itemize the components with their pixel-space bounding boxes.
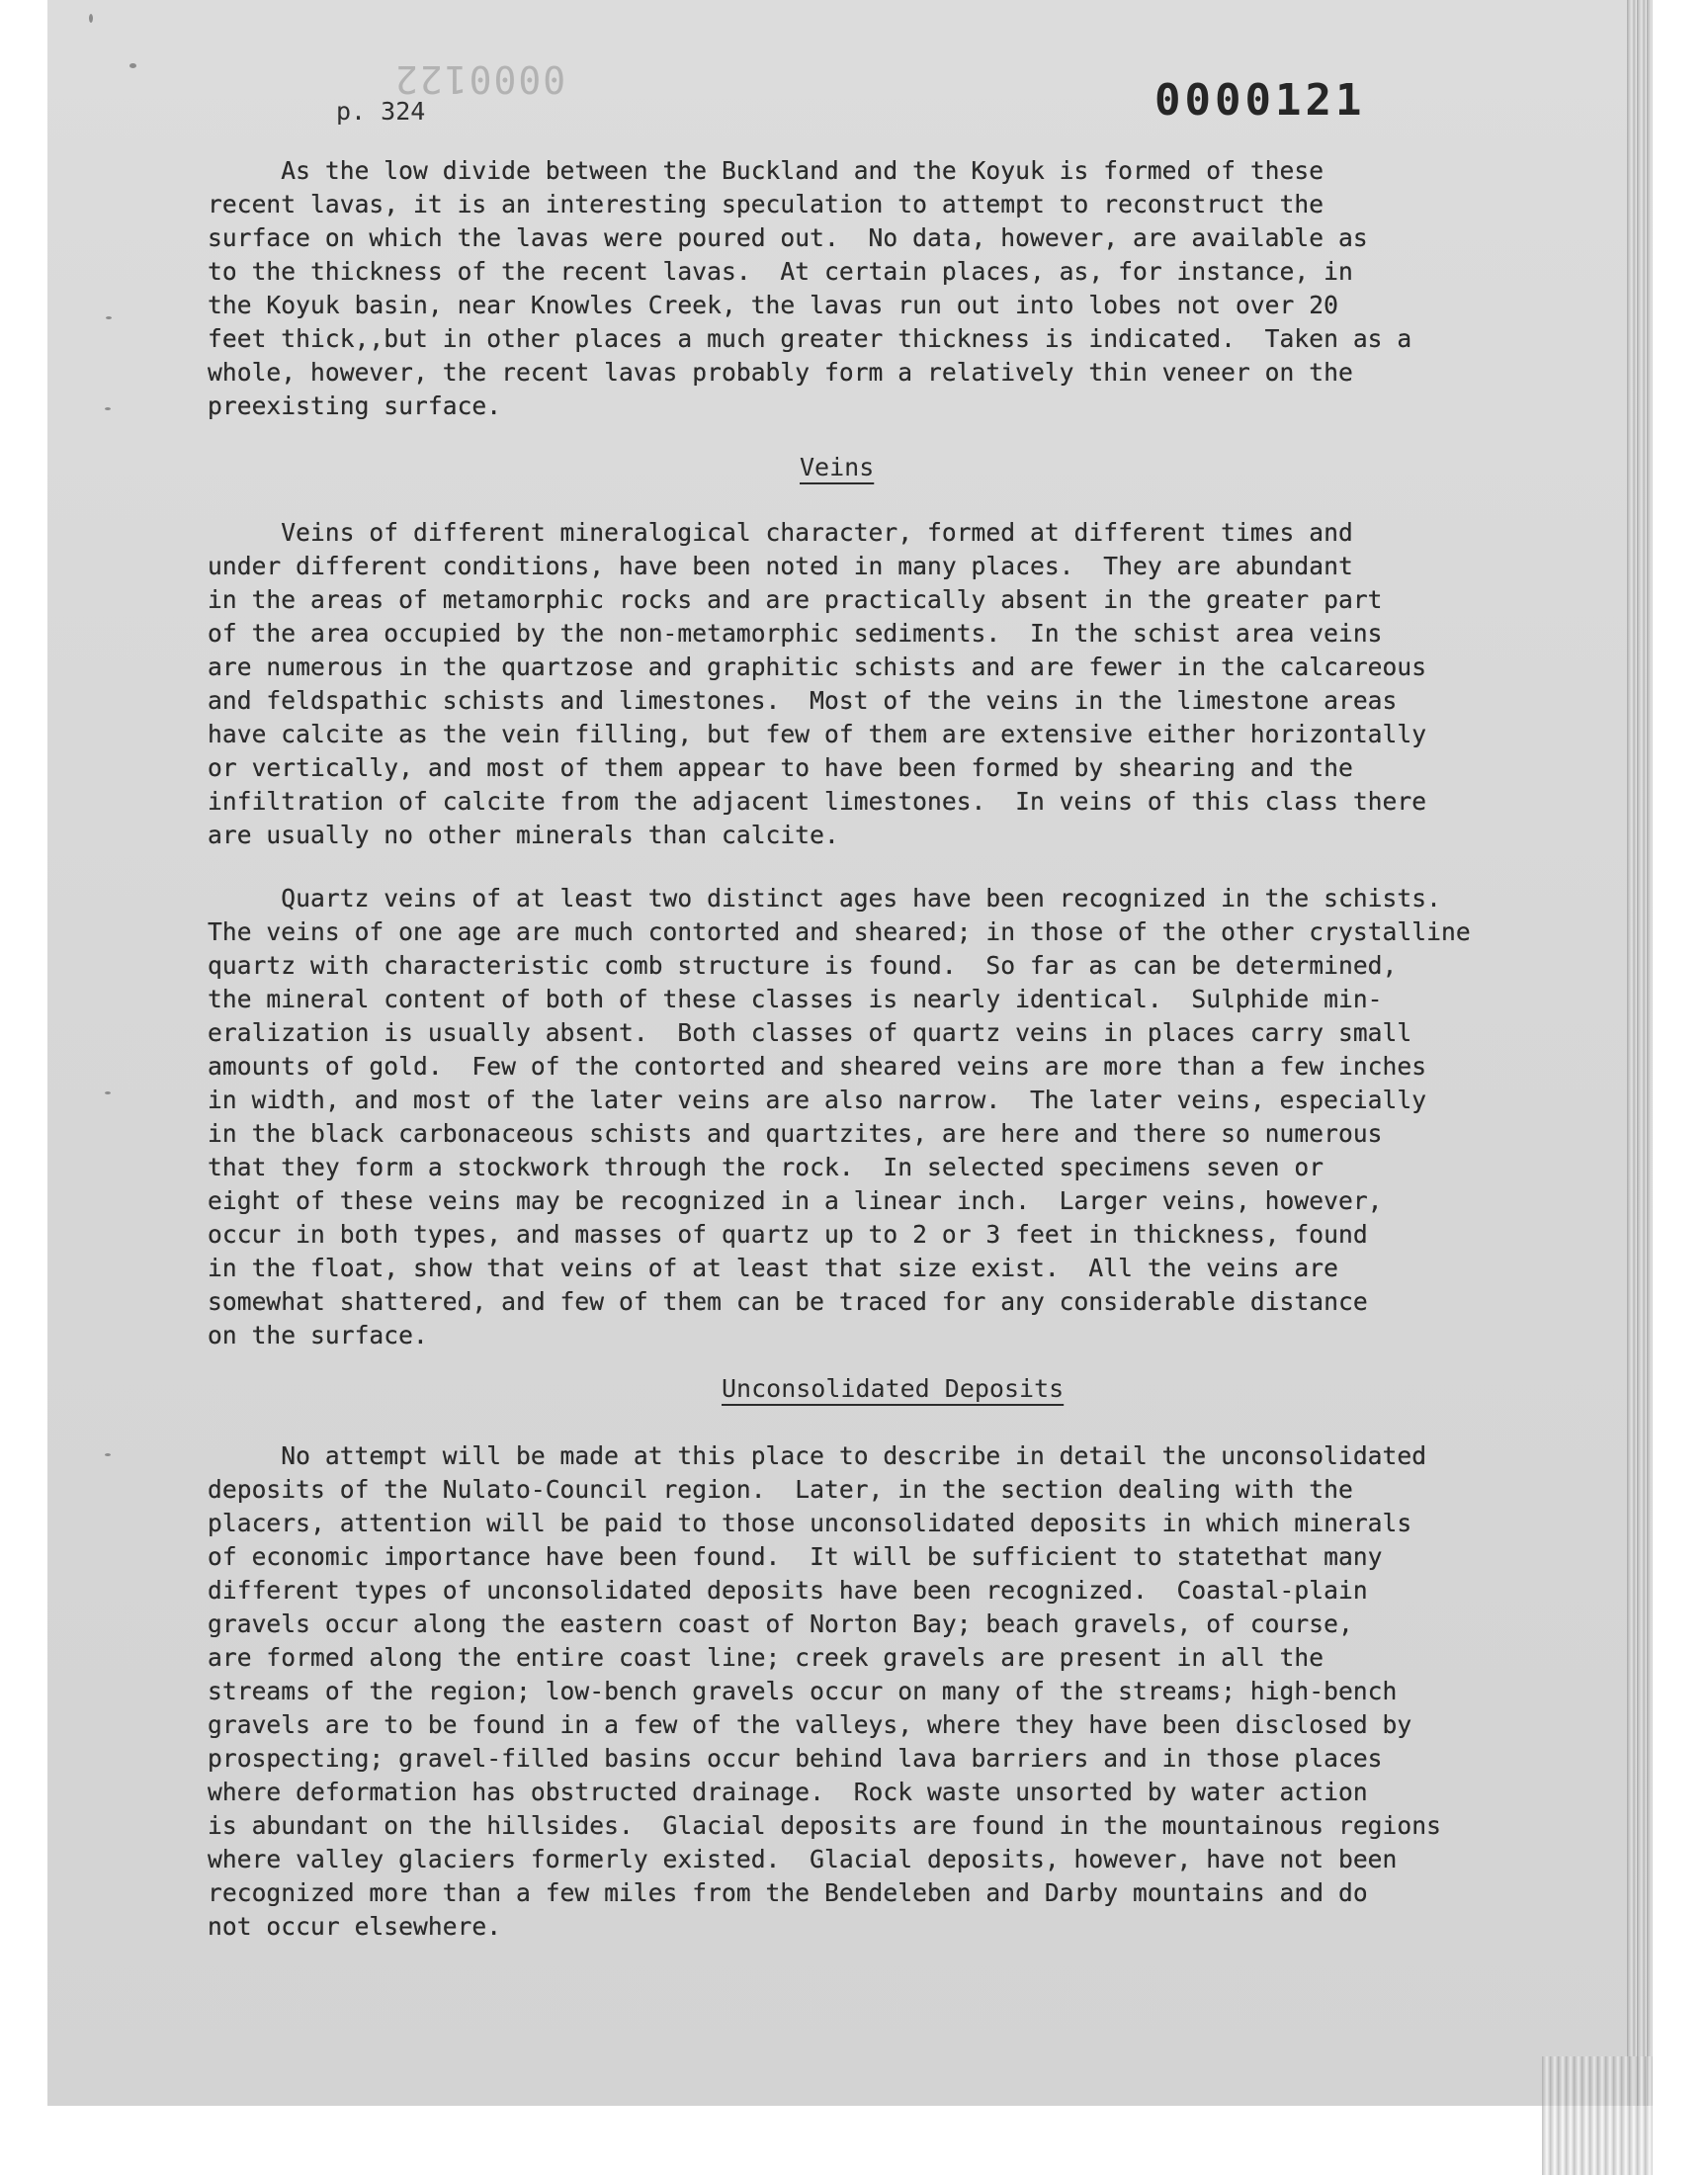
page-number-label: p. 324	[336, 97, 426, 126]
page-edge-shadow	[1627, 0, 1653, 2106]
section-heading-unconsolidated-deposits: Unconsolidated Deposits	[722, 1374, 1065, 1403]
scanner-edge-strip	[1542, 2056, 1653, 2175]
ghost-stamp-number: 0000122	[393, 57, 566, 101]
scan-speck	[105, 1091, 111, 1094]
scan-speck	[105, 1453, 111, 1456]
scan-speck	[105, 407, 111, 410]
document-stamp-number: 0000121	[1154, 75, 1366, 126]
paragraph-veins-mineralogy: Veins of different mineralogical character, formed at different times and under different conditions, have been noted in many places. They are abundant in the areas of metamorphic rocks and are practically absent in the greater part of the area occupied by the non-metamorphic sediments. In the schist area veins are numerous in the quartzose and graphitic schists and are fewer in the calcareous and feldspathic schists and limestones. Most of the veins in the limestone areas have calcite as the vein filling, but few of them are extensive either horizontally or vertically, and most of them appear to have been formed by shearing and the infiltration of calcite from the adjacent limestones. In veins of this class there are usually no other minerals than calcite.	[208, 518, 1427, 849]
paragraph-quartz-veins: Quartz veins of at least two distinct ages have been recognized in the schists. The veins of one age are much contorted and sheared; in those of the other crystalline quartz with characteristic comb structure is found. So far as can be determined, the mineral content of both of these classes is nearly identical. Sulphide min- eralization is usually absent. Both classes of quartz veins in places carry small amounts of gold. Few of the contorted and sheared veins are more than a few inches in width, and most of the later veins are also narrow. The later veins, especially in the black carbonaceous schists and quartzites, are here and there so numerous that they form a stockwork through the rock. In selected specimens seven or eight of these veins may be recognized in a linear inch. Larger veins, however, occur in both types, and masses of quartz up to 2 or 3 feet in thickness, found in the float, show that veins of at least that size exist. All the veins are somewhat shattered, and few of them can be traced for any considerable distance on the surface.	[208, 884, 1471, 1349]
scan-speck	[129, 63, 136, 68]
paragraph-unconsolidated-deposits: No attempt will be made at this place to describe in detail the unconsolidated deposits of the Nulato-Council region. Later, in the section dealing with the placers, attention will be paid to those unconsolidated deposits in which minerals of economic importance have been found. It will be sufficient to statethat many different types of unconsolidated deposits have been recognized. Coastal-plain gravels occur along the eastern coast of Norton Bay; beach gravels, of course, are formed along the entire coast line; creek gravels are present in all the streams of the region; low-bench gravels occur on many of the streams; high-bench gravels are to be found in a few of the valleys, where they have been disclosed by prospecting; gravel-filled basins occur behind lava barriers and in those places where deformation has obstructed drainage. Rock waste unsorted by water action is abundant on the hillsides. Glacial deposits are found in the mountainous regions where valley glaciers formerly existed. Glacial deposits, however, have not been recognized more than a few miles from the Bendeleben and Darby mountains and do not occur elsewhere.	[208, 1441, 1441, 1941]
section-heading-veins: Veins	[800, 453, 875, 481]
scan-speck	[89, 14, 93, 23]
paragraph-lava-divide: As the low divide between the Buckland and the Koyuk is formed of these recent lavas, it is an interesting speculation to attempt to reconstruct the surface on which the lavas were poured out. No data, however, are available as to the thickness of the recent lavas. At certain places, as, for instance, in the Koyuk basin, near Knowles Creek, the lavas run out into lobes not over 20 feet thick,,but in other places a much greater thickness is indicated. Taken as a whole, however, the recent lavas probably form a relatively thin veneer on the preexisting surface.	[208, 156, 1412, 420]
scan-speck	[106, 316, 112, 319]
scanned-page	[47, 0, 1653, 2106]
